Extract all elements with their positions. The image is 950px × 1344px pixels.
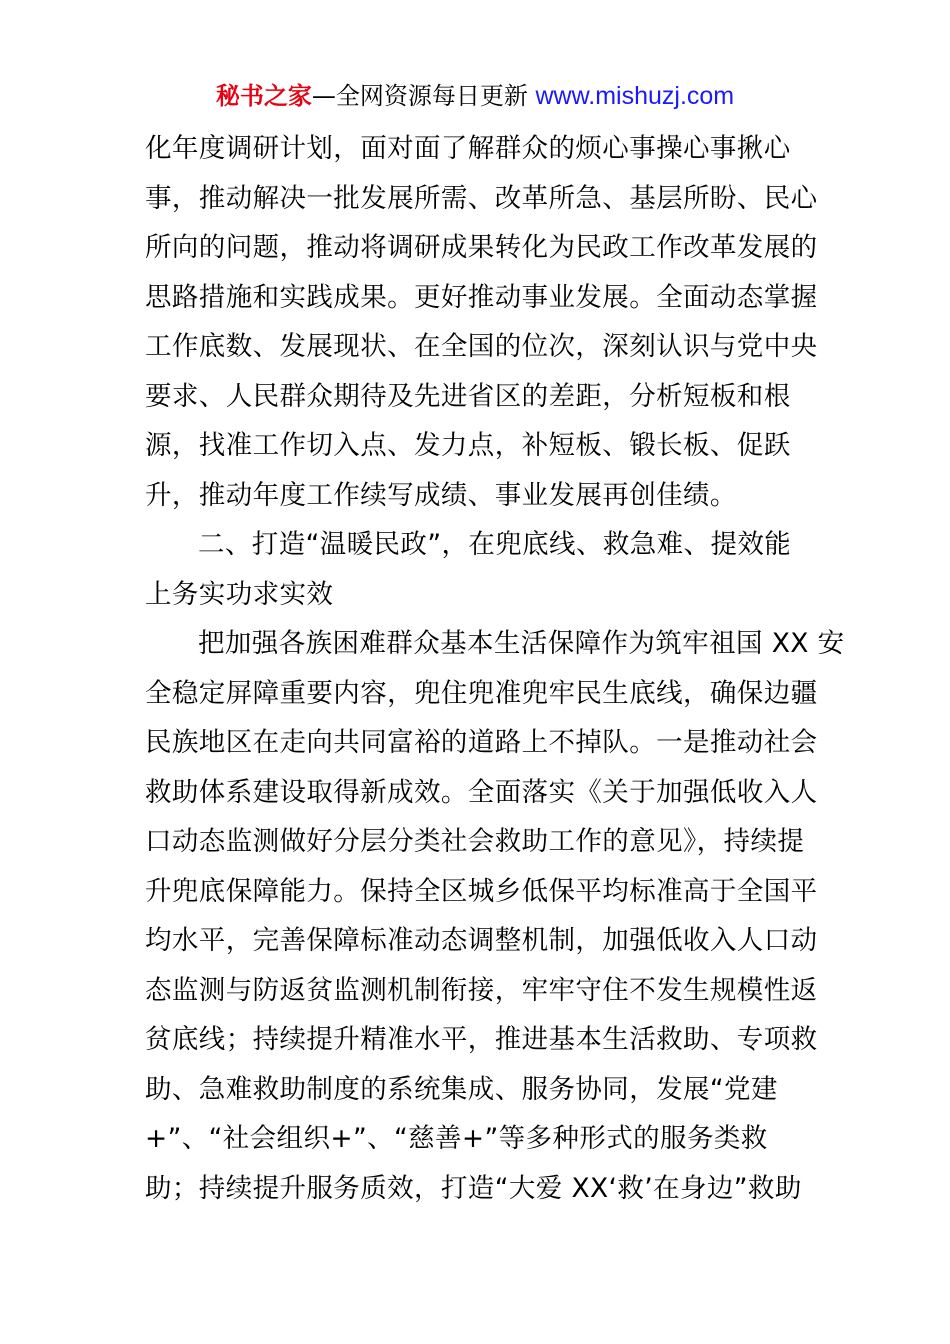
section-heading-cont: 上务实功求实效	[145, 578, 334, 610]
site-url-link[interactable]: www.mishuzj.com	[535, 82, 735, 110]
text-line: 升，推动年度工作续写成绩、事业发展再创佳绩。	[145, 479, 737, 511]
document-body	[145, 124, 845, 1213]
text-line: 民族地区在走向共同富裕的道路上不掉队。一是推动社会	[145, 727, 818, 758]
site-header	[0, 80, 950, 112]
site-brand: 秘书之家	[215, 82, 312, 110]
text-line: 助；持续提升服务质效，打造“大爱 XX‘救’在身边”救助	[145, 1172, 802, 1204]
paragraph-start: 把加强各族困难群众基本生活保障作为筑牢祖国 XX 安	[198, 628, 845, 659]
text-line: 助、急难救助制度的系统集成、服务协同，发展“党建	[145, 1073, 778, 1105]
text-line: 化年度调研计划，面对面了解群众的烦心事操心事揪心	[145, 133, 791, 164]
text-line: 工作底数、发展现状、在全国的位次，深刻认识与党中央	[145, 331, 818, 362]
text-line: 救助体系建设取得新成效。全面落实《关于加强低收入人	[145, 776, 818, 808]
text-line: 所向的问题，推动将调研成果转化为民政工作改革发展的	[145, 232, 818, 263]
site-tagline: —全网资源每日更新	[311, 82, 536, 110]
text-line: 均水平，完善保障标准动态调整机制，加强低收入人口动	[145, 925, 818, 956]
section-heading: 二、打造“温暖民政”，在兜底线、救急难、提效能	[198, 529, 792, 560]
text-line: 贫底线；持续提升精准水平，推进基本生活救助、专项救	[145, 1024, 818, 1055]
text-line: 要求、人民群众期待及先进省区的差距，分析短板和根	[145, 380, 791, 412]
text-line: 升兜底保障能力。保持全区城乡低保平均标准高于全国平	[145, 875, 818, 907]
text-line: 全稳定屏障重要内容，兜住兜准兜牢民生底线，确保边疆	[145, 677, 818, 709]
text-line: 源，找准工作切入点、发力点，补短板、锻长板、促跃	[145, 430, 791, 461]
text-line: 事，推动解决一批发展所需、改革所急、基层所盼、民心	[145, 182, 818, 214]
text-line: +”、“社会组织+”、“慈善+”等多种形式的服务类救	[145, 1123, 768, 1154]
text-line: 口动态监测做好分层分类社会救助工作的意见》，持续提	[145, 826, 805, 857]
text-line: 思路措施和实践成果。更好推动事业发展。全面动态掌握	[145, 281, 818, 313]
text-line: 态监测与防返贫监测机制衔接，牢牢守住不发生规模性返	[145, 974, 818, 1006]
